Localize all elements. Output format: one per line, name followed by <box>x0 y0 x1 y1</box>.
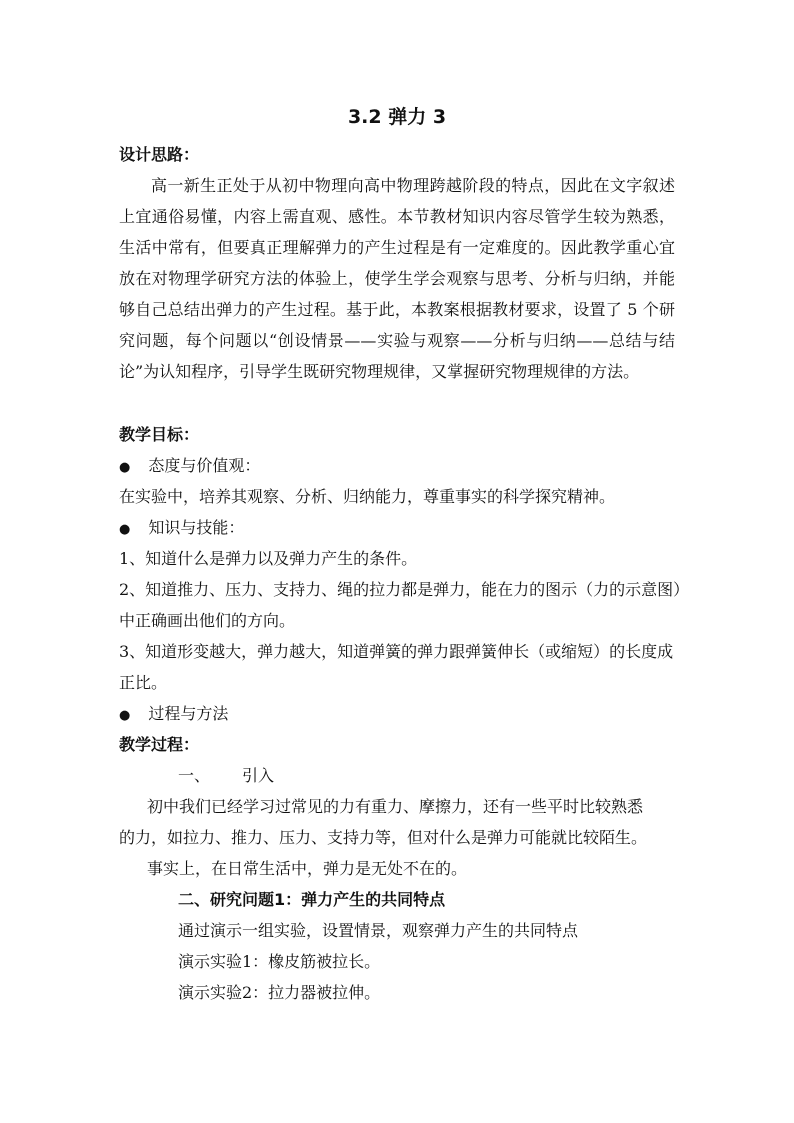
process-heading: 教学过程： <box>119 735 200 754</box>
design-heading: 设计思路： <box>119 145 200 164</box>
goal-item-3-line-1: 3、知道形变越大，弹力越大，知道弹簧的弹力跟弹簧伸长（或缩短）的长度成 <box>119 642 674 661</box>
bullet-icon: ● <box>119 460 131 475</box>
bullet-icon: ● <box>119 522 131 537</box>
design-paragraph: 高一新生正处于从初中物理向高中物理跨越阶段的特点，因此在文字叙述上宜通俗易懂，内容上需直观、感性。本节教材知识内容尽管学生较为熟悉，生活中常有，但要真正理解弹力的产生过程是有一定难度的。因此教学重心宜放在对物理学研究方法的体验上，使学生学会观察与思考、分析与归纳，并能够自己总结出弹力的产生过程。基于此，本教案根据教材要求，设置了 5 个研究问题，每个问题以“创设情景——实验与观察——分析与归纳——总结与结论”为认知程序，引导学生既研究物理规律，又掌握研究物理规律的方法。 <box>119 176 675 381</box>
demo-1: 演示实验1：橡皮筋被拉长。 <box>178 952 381 971</box>
goal-bullet-attitude <box>119 455 260 479</box>
goal-item-1: 1、知道什么是弹力以及弹力产生的条件。 <box>119 549 418 568</box>
section-1-title: 引入 <box>242 766 275 785</box>
page-title: 3.2 弹力 3 <box>347 106 447 128</box>
section-2-line-1: 通过演示一组实验，设置情景，观察弹力产生的共同特点 <box>178 921 579 940</box>
goal-item-2-line-1: 2、知道推力、压力、支持力、绳的拉力都是弹力，能在力的图示（力的示意图） <box>119 580 690 599</box>
bullet-icon: ● <box>119 708 131 723</box>
goal-item-3-line-2: 正比。 <box>119 673 168 692</box>
intro-line-3: 事实上，在日常生活中，弹力是无处不在的。 <box>147 859 468 878</box>
goal-attitude-text: 在实验中，培养其观察、分析、归纳能力，尊重事实的科学探究精神。 <box>119 487 616 506</box>
goals-heading: 教学目标： <box>119 425 200 444</box>
goal-bullet-knowledge-label: 知识与技能： <box>148 518 245 537</box>
goal-item-2-line-2: 中正确画出他们的方向。 <box>119 611 296 630</box>
goal-bullet-attitude-label: 态度与价值观： <box>148 456 261 475</box>
intro-line-2: 的力，如拉力、推力、压力、支持力等，但对什么是弹力可能就比较陌生。 <box>119 828 648 847</box>
section-2-heading: 二、研究问题1：弹力产生的共同特点 <box>178 890 446 909</box>
goal-bullet-process <box>119 703 228 727</box>
demo-2: 演示实验2：拉力器被拉伸。 <box>178 983 381 1002</box>
intro-line-1: 初中我们已经学习过常见的力有重力、摩擦力，还有一些平时比较熟悉 <box>147 797 644 816</box>
section-1-heading <box>178 765 274 787</box>
section-1-number: 一、 <box>178 766 211 785</box>
goal-bullet-process-label: 过程与方法 <box>148 704 229 723</box>
goal-bullet-knowledge <box>119 517 244 541</box>
